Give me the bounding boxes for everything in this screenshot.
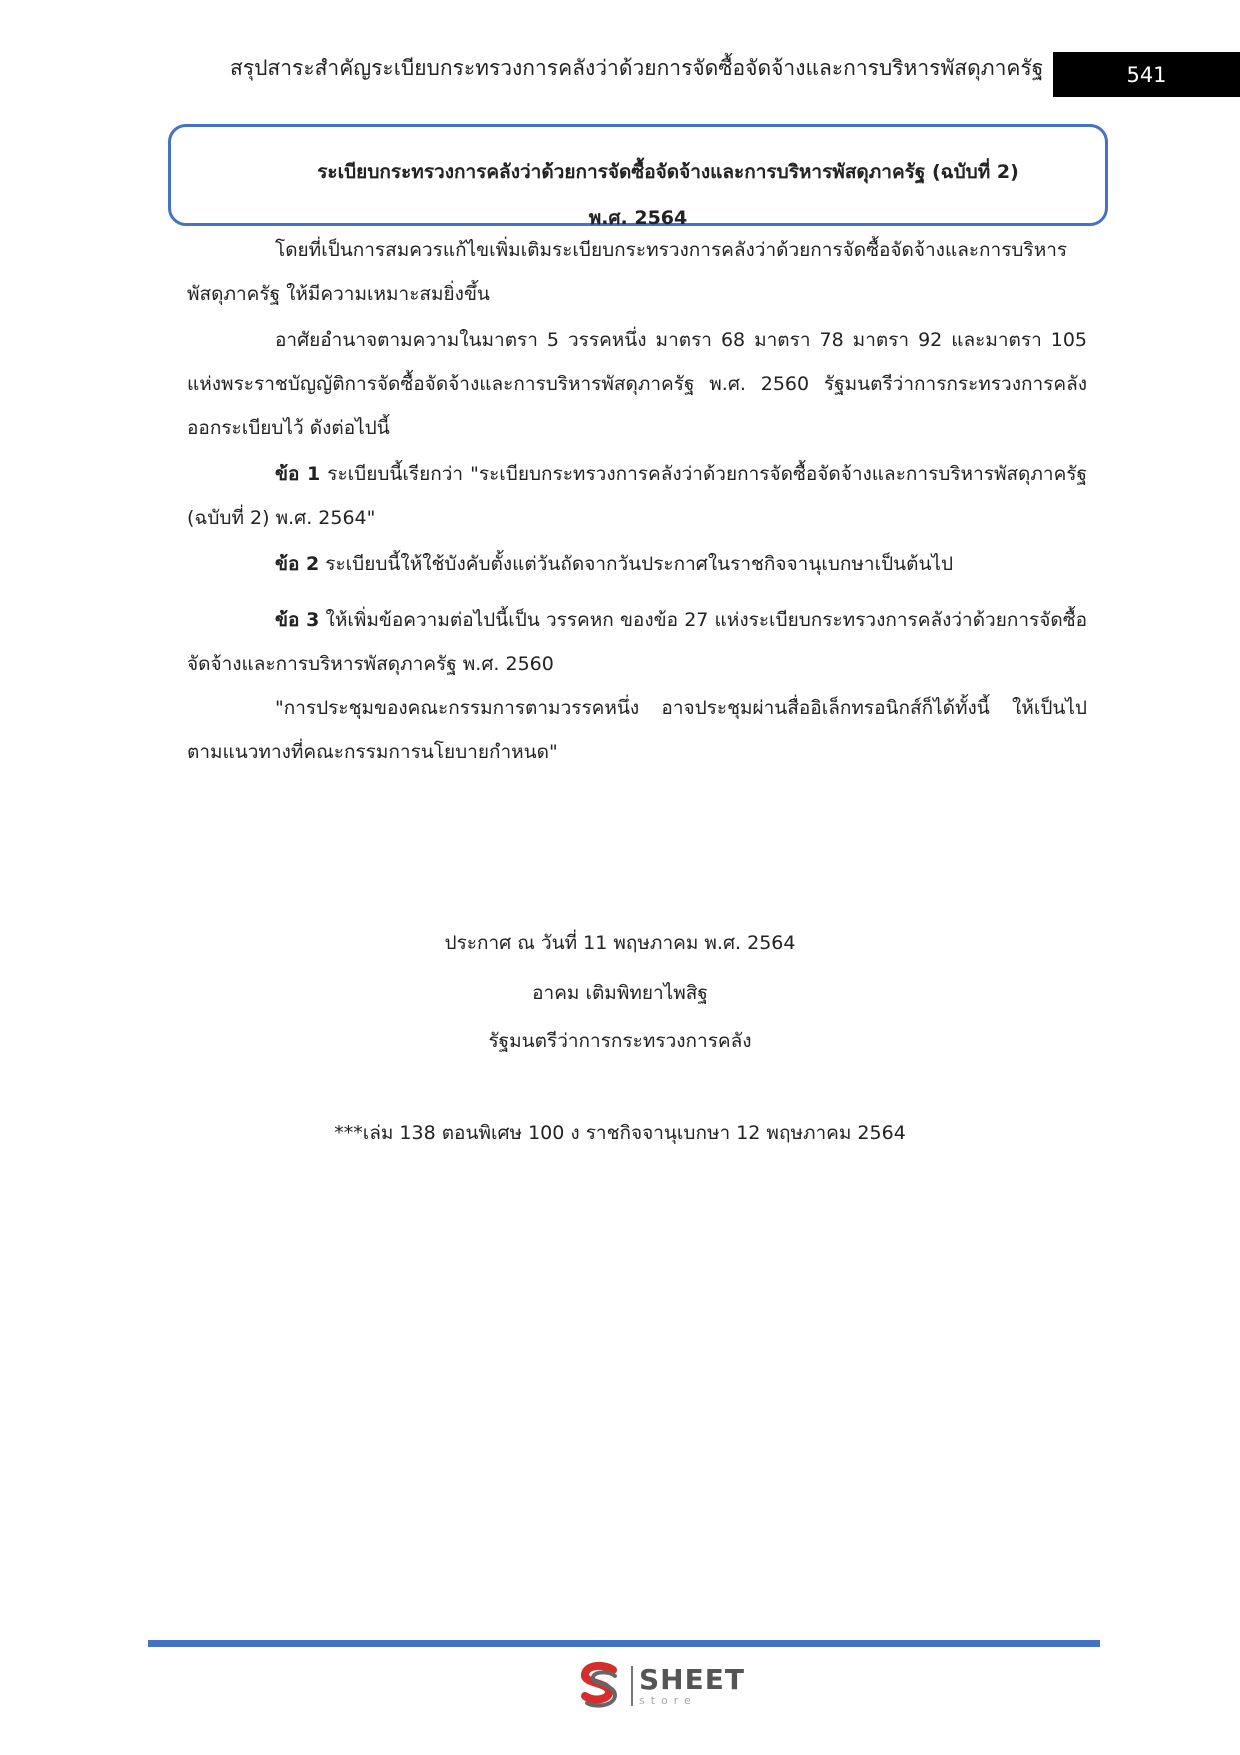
gazette-reference: ***เล่ม 138 ตอนพิเศษ 100 ง ราชกิจจานุเบกษา 12 พฤษภาคม 2564 <box>334 1122 906 1144</box>
preamble-paragraph <box>187 228 1087 316</box>
quoted-clause-paragraph <box>187 686 1087 774</box>
sheet-store-logo <box>575 1660 745 1712</box>
authority-text: อาศัยอำนาจตามความในมาตรา 5 วรรคหนึ่ง มาตรา 68 มาตรา 78 มาตรา 92 และมาตรา 105 แห่งพระราชบัญญัติการจัดซื้อจัดจ้างและการบริหารพัสดุภาครัฐ พ.ศ. 2560 รัฐมนตรีว่าการกระทรวงการคลังออกระเบียบไว้ ดังต่อไปนี้ <box>187 329 1087 439</box>
clause-1-paragraph <box>187 452 1087 540</box>
logo-text <box>639 1663 745 1707</box>
document-title-line2: พ.ศ. 2564 <box>588 207 688 229</box>
clause-2-text: ระเบียบนี้ให้ใช้บังคับตั้งแต่วันถัดจากวันประกาศในราชกิจจานุเบกษาเป็นต้นไป <box>319 553 954 575</box>
clause-3-text: ให้เพิ่มข้อความต่อไปนี้เป็น วรรคหก ของข้อ 27 แห่งระเบียบกระทรวงการคลังว่าด้วยการจัดซื้อจัดจ้างและการบริหารพัสดุภาครัฐ พ.ศ. 2560 <box>187 609 1087 675</box>
authority-paragraph <box>187 318 1087 450</box>
clause-2-label: ข้อ 2 <box>275 553 320 575</box>
document-title-box <box>168 124 1108 229</box>
signatory-position: รัฐมนตรีว่าการกระทรวงการคลัง <box>488 1030 752 1052</box>
quoted-clause-text: "การประชุมของคณะกรรมการตามวรรคหนึ่ง อาจประชุมผ่านสื่ออิเล็กทรอนิกส์ก็ได้ทั้งนี้ ให้เป็นไปตามแนวทางที่คณะกรรมการนโยบายกำหนด" <box>187 697 1087 763</box>
announcement-date: ประกาศ ณ วันที่ 11 พฤษภาคม พ.ศ. 2564 <box>444 932 796 954</box>
clause-2-paragraph <box>187 542 1087 586</box>
page-number-box <box>1053 52 1240 97</box>
logo-main-text: SHEET <box>639 1663 745 1696</box>
clause-3-label: ข้อ 3 <box>275 609 320 631</box>
logo-sub-text: store <box>639 1694 697 1707</box>
preamble-text: โดยที่เป็นการสมควรแก้ไขเพิ่มเติมระเบียบกระทรวงการคลังว่าด้วยการจัดซื้อจัดจ้างและการบริหารพัสดุภาครัฐ ให้มีความเหมาะสมยิ่งขึ้น <box>187 239 1068 305</box>
clause-1-label: ข้อ 1 <box>275 463 321 485</box>
clause-1-text: ระเบียบนี้เรียกว่า "ระเบียบกระทรวงการคลังว่าด้วยการจัดซื้อจัดจ้างและการบริหารพัสดุภาครัฐ (ฉบับที่ 2) พ.ศ. 2564" <box>187 463 1087 529</box>
sheet-store-s-logo-icon <box>575 1660 625 1712</box>
running-header-title: สรุปสาระสำคัญระเบียบกระทรวงการคลังว่าด้วยการจัดซื้อจัดจ้างและการบริหารพัสดุภาครัฐ <box>230 56 1044 80</box>
page-number: 541 <box>1126 62 1167 87</box>
document-title-line1: ระเบียบกระทรวงการคลังว่าด้วยการจัดซื้อจัดจ้างและการบริหารพัสดุภาครัฐ (ฉบับที่ 2) <box>317 161 1019 183</box>
clause-3-paragraph <box>187 598 1087 686</box>
footer-divider <box>148 1640 1100 1647</box>
signatory-name: อาคม เติมพิทยาไพสิฐ <box>532 982 708 1004</box>
logo-separator <box>631 1666 633 1706</box>
